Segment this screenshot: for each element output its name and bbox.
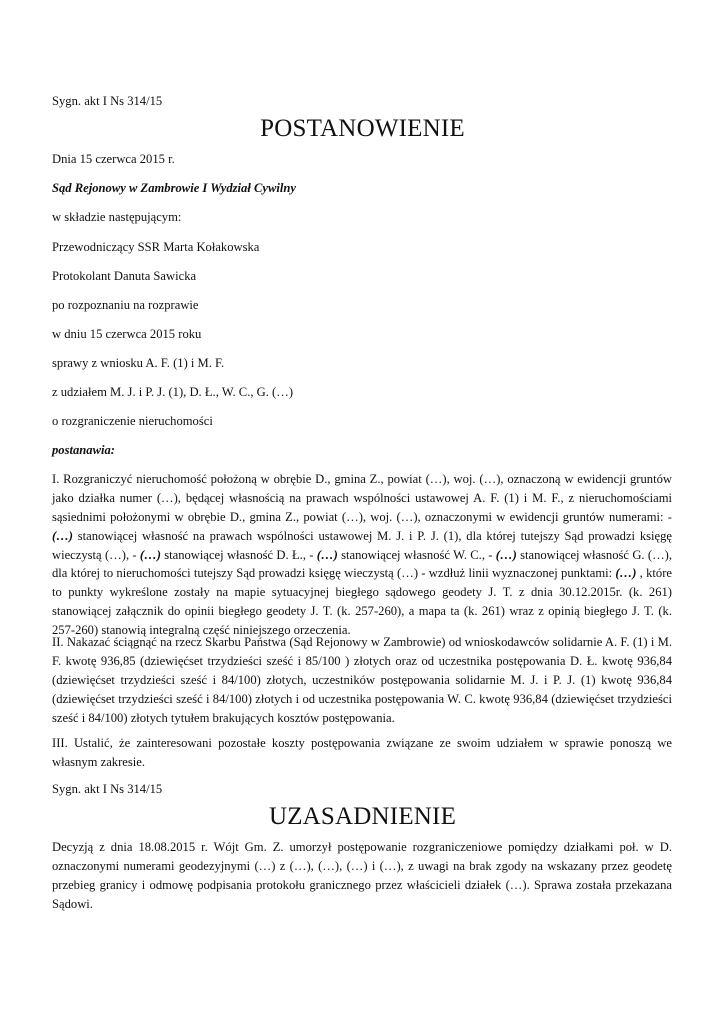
ruling-point-1 [52,470,672,640]
case-signature-2: Sygn. akt I Ns 314/15 [52,782,163,796]
composition-intro: w składzie następującym: [52,210,182,224]
parcel-marker: (…) [52,528,73,543]
point-1-text-d: stanowiącej własność W. C., - [337,547,496,562]
parcel-marker: (…) [495,547,517,562]
point-1-text-e: stanowiącej własność G. (…), dla której to nieruchomości tutejszy Sąd prowadzi księgę wieczystą (…) - wzdłuż linii wyznaczonej punktami: [52,547,673,581]
ruling-date: Dnia 15 czerwca 2015 r. [52,152,175,166]
parcel-marker: (…) [139,547,161,562]
justification-paragraph: Decyzją z dnia 18.08.2015 r. Wójt Gm. Z. umorzył postępowanie rozgraniczeniowe pomiędzy działkami poł. w D. oznaczonymi numerami geodezyjnymi (…) z (…), (…), (…) i (…), z uwagi na brak zgody na wskazany przez geodetę przebieg granicy i odmowę podpisania protokołu granicznego przez właścicieli działek (…). Sprawa została przekazana Sądowi. [52,840,672,911]
point-1-text-f: , które to punkty wykreślone zostały na mapie sytuacyjnej biegłego sądowego geodety J. T. z dnia 30.12.2015r. (k. 261) stanowiącej załącznik do opinii biegłego geodety J. T. (k. 257-260), a mapa ta (k. 261) wraz z opinią biegłego J. T. (k. 257-260) stanowią integralną część niniejszego orzeczenia. [52,566,672,638]
presiding-judge: Przewodniczący SSR Marta Kołakowska [52,240,260,254]
ruling-point-2: II. Nakazać ściągnąć na rzecz Skarbu Państwa (Sąd Rejonowy w Zambrowie) od wnioskodawców solidarnie A. F. (1) i M. F. kwotę 936,85 (dziewięćset trzydzieści sześć i 85/100 ) złotych oraz od uczestnika postępowania D. Ł. kwotę 936,84 (dziewięćset trzydzieści sześć i 84/100) złotych, uczestników postępowania solidarnie M. J. i P. J. (1) kwotę 936,84 (dziewięćset trzydzieści sześć i 84/100) złotych i od uczestnika postępowania W. C. kwotę 936,84 (dziewięćset trzydzieści sześć i 84/100) złotych tytułem brakujących kosztów postępowania. [52,635,672,725]
justification-title: UZASADNIENIE [268,803,457,830]
case-applicants: sprawy z wniosku A. F. (1) i M. F. [52,356,225,370]
point-1-text-b: stanowiącej własność na prawach wspólności ustawowej M. J. i P. J. (1), dla której tutejszy Sąd prowadzi księgę wieczystą (…), - [52,528,672,562]
case-signature: Sygn. akt I Ns 314/15 [52,94,163,108]
court-name: Sąd Rejonowy w Zambrowie I Wydział Cywilny [52,181,296,195]
ruling-point-3: III. Ustalić, że zainteresowani pozostałe koszty postępowania związane ze swoim udziałem w sprawie ponoszą we własnym zakresie. [52,736,672,769]
points-marker: (…) [615,566,637,581]
document-title: POSTANOWIENIE [260,115,465,142]
hearing-date: w dniu 15 czerwca 2015 roku [52,327,202,341]
ruling-label: postanawia: [52,443,115,457]
parcel-marker: (…) [316,547,338,562]
case-subject: o rozgraniczenie nieruchomości [52,414,213,428]
point-1-text-a: I. Rozgraniczyć nieruchomość położoną w obrębie D., gmina Z., powiat (…), woj. (…), oznaczoną w ewidencji gruntów jako działka numer (…), będącej własnością na prawach wspólności ustawowej A. F. (1) i M. F., z nieruchomościami sąsiednimi położonymi w obrębie D., gmina Z., powiat (…), woj. (…), oznaczonymi w ewidencji gruntów numerami: - [52,472,672,524]
point-1-text-c: stanowiącej własność D. Ł., - [160,547,317,562]
court-clerk: Protokolant Danuta Sawicka [52,269,197,283]
hearing-line: po rozpoznaniu na rozprawie [52,298,199,312]
case-participants: z udziałem M. J. i P. J. (1), D. Ł., W. C., G. (…) [52,385,294,399]
